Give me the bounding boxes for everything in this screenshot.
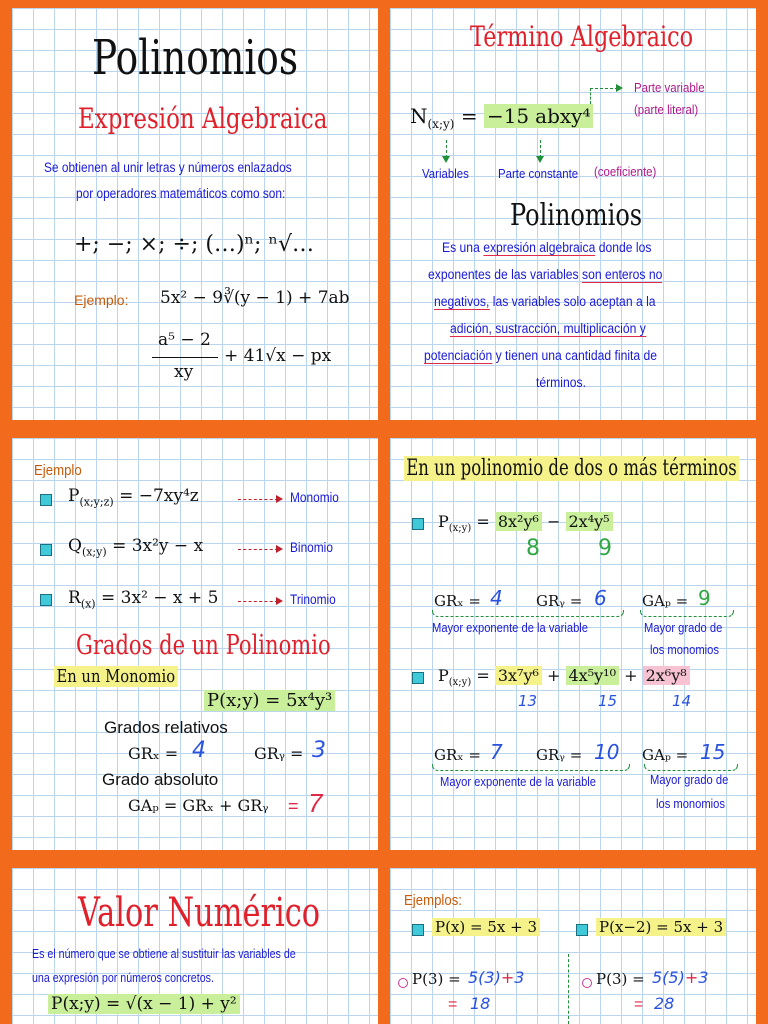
label-binomio: Binomio [290, 540, 333, 555]
brace-left-1 [432, 610, 624, 617]
bullet-circle [398, 978, 408, 988]
label-coefficient: (coeficiente) [594, 164, 657, 179]
card-ejemplos [390, 868, 756, 1024]
left-calc: 5(3)+3 [468, 968, 525, 987]
right-result: 28 [654, 994, 675, 1013]
g1-grx: GRₓ = [434, 592, 481, 610]
bullet-square [40, 544, 52, 556]
card2-title: Término Algebraico [470, 20, 694, 53]
def-line-4: adición, sustracción, multiplicación y [450, 321, 646, 336]
mayor-grado-1b: los monomios [650, 642, 719, 657]
arrow-line [238, 499, 278, 500]
en-un-monomio: En un Monomio [54, 666, 178, 687]
arrow-line [238, 601, 278, 602]
card5-title: Valor Numérico [78, 890, 321, 936]
def-line-3: negativos, las variables solo aceptan a la [434, 294, 656, 309]
card3-example-label: Ejemplo [34, 462, 82, 479]
mayor-grado-1a: Mayor grado de [644, 620, 723, 635]
g2-gap: GAₚ = [642, 746, 689, 764]
g2-grx-val: 7 [490, 740, 503, 764]
monomio-expr: $P_{(x;y;z)} = -7xy^4z$ [68, 486, 199, 509]
arrow-head [276, 545, 283, 553]
term-variables: abxy⁴ [532, 104, 593, 128]
card-dos-o-mas-terminos [390, 438, 756, 850]
bullet-square [40, 494, 52, 506]
def-line-1: Es una expresión algebraica donde los [442, 240, 652, 255]
bullet-square [412, 924, 424, 936]
trinomio-expr: $R_{(x)} = 3x^2 - x + 5$ [68, 588, 219, 611]
gry-label: GRᵧ = [254, 744, 304, 763]
card1-subtitle: Expresión Algebraica [78, 102, 328, 135]
p2-degree-3: 14 [672, 692, 692, 710]
card1-example-label: Ejemplo: [74, 292, 129, 308]
arrow-line [238, 549, 278, 550]
brace-right-2 [644, 764, 738, 771]
card-valor-numerico [12, 868, 378, 1024]
card1-example1: 5x² − 9∛(y − 1) + 7ab [160, 288, 350, 308]
label-part-literal: (parte literal) [634, 102, 699, 117]
right-definition: P(x−2) = 5x + 3 [596, 918, 726, 936]
bullet-square [412, 672, 424, 684]
card1-operators: +; −; ×; ÷; (…)ⁿ; ⁿ√… [74, 232, 314, 257]
p1-degree-1: 8 [526, 536, 540, 561]
g2-gry: GRᵧ = [536, 746, 583, 764]
term-constant: −15 [484, 104, 532, 128]
grx-label: GRₓ = [128, 744, 179, 763]
g1-gap: GAₚ = [642, 592, 689, 610]
binomio-expr: $Q_{(x;y)} = 3x^2y - x$ [68, 536, 204, 559]
p2-expr: $P_{(x;y)} = 3x^7y^6 + 4x^5y^{10} + 2x^6y^8$ [438, 666, 690, 688]
variables-arrowhead [442, 156, 450, 163]
right-calc: 5(5)+3 [652, 968, 709, 987]
mayor-grado-2a: Mayor grado de [650, 772, 729, 787]
bullet-square [40, 594, 52, 606]
g2-gap-val: 15 [700, 740, 726, 764]
g1-gry: GRᵧ = [536, 592, 583, 610]
label-monomio: Monomio [290, 490, 339, 505]
p1-degree-2: 9 [598, 536, 612, 561]
card-termino-algebraico [390, 8, 756, 420]
g1-grx-val: 4 [490, 586, 503, 610]
mayor-grado-2b: los monomios [656, 796, 725, 811]
left-result: 18 [470, 994, 491, 1013]
constant-arrowhead [536, 156, 544, 163]
monomio-example: P(x;y) = 5x⁴y³ [204, 690, 335, 711]
gry-value: 3 [312, 738, 326, 763]
grados-relativos: Grados relativos [104, 718, 228, 737]
label-part-constant: Parte constante [498, 166, 579, 181]
fraction-bar [152, 357, 218, 358]
arrow-head [276, 597, 283, 605]
part-var-line [590, 88, 618, 89]
def-line-2: exponentes de las variables son enteros no [428, 267, 663, 282]
right-calc-lhs: P(3) = [596, 970, 645, 988]
card5-desc-line1: Es el número que se obtiene al sustituir las variables de [32, 946, 296, 961]
brace-left-2 [432, 764, 630, 771]
right-result-eq: = [634, 996, 644, 1013]
label-trinomio: Trinomio [290, 592, 336, 607]
part-var-arrowhead [616, 84, 623, 92]
mayor-exp-2: Mayor exponente de la variable [440, 774, 596, 789]
card5-expr: P(x;y) = √(x − 1) + y² [48, 994, 240, 1014]
card1-example2-num: a⁵ − 2 [158, 330, 211, 350]
bullet-circle [582, 978, 592, 988]
bullet-square [576, 924, 588, 936]
card1-title: Polinomios [92, 30, 299, 86]
card1-example2-rest: + 41√x − px [224, 346, 332, 366]
p1-expr: $P_{(x;y)} = 8x^2y^6 - 2x^4y^5$ [438, 512, 613, 534]
brace-right-1 [640, 610, 734, 617]
g2-grx: GRₓ = [434, 746, 481, 764]
card2-poly-title: Polinomios [510, 198, 643, 233]
card-expresion-algebraica [12, 8, 378, 420]
card1-example2-den: xy [174, 362, 194, 382]
grados-title: Grados de un Polinomio [76, 630, 331, 661]
label-variables: Variables [422, 166, 469, 181]
left-calc-lhs: P(3) = [412, 970, 461, 988]
left-result-eq: = [448, 996, 458, 1013]
grx-value: 4 [192, 738, 206, 763]
column-divider [568, 954, 569, 1024]
def-line-6: términos. [536, 375, 586, 390]
card1-desc-line1: Se obtienen al unir letras y números enlazados [44, 160, 292, 175]
gap-equals: = [288, 796, 299, 816]
card4-title: En un polinomio de dos o más términos [404, 456, 739, 481]
bullet-square [412, 518, 424, 530]
grado-absoluto: Grado absoluto [102, 770, 219, 789]
left-definition: P(x) = 5x + 3 [432, 918, 540, 936]
g2-gry-val: 10 [594, 740, 620, 764]
card6-label: Ejemplos: [404, 892, 462, 909]
p2-degree-1: 13 [518, 692, 538, 710]
arrow-head [276, 495, 283, 503]
part-var-connector [590, 88, 592, 104]
card5-desc-line2: una expresión por números concretos. [32, 970, 214, 985]
label-part-variable: Parte variable [634, 80, 705, 95]
term-lhs: $N_{(x;y)} = -15$ abxy⁴ [410, 104, 593, 131]
g1-gap-val: 9 [698, 586, 711, 610]
card-grados [12, 438, 378, 850]
def-line-5: potenciación y tienen una cantidad finita de [424, 348, 658, 363]
p2-degree-2: 15 [598, 692, 618, 710]
gap-value: 7 [308, 788, 323, 818]
mayor-exp-1: Mayor exponente de la variable [432, 620, 588, 635]
card1-desc-line2: por operadores matemáticos como son: [76, 186, 286, 201]
gap-formula: GAₚ = GRₓ + GRᵧ [128, 796, 269, 815]
g1-gry-val: 6 [594, 586, 607, 610]
